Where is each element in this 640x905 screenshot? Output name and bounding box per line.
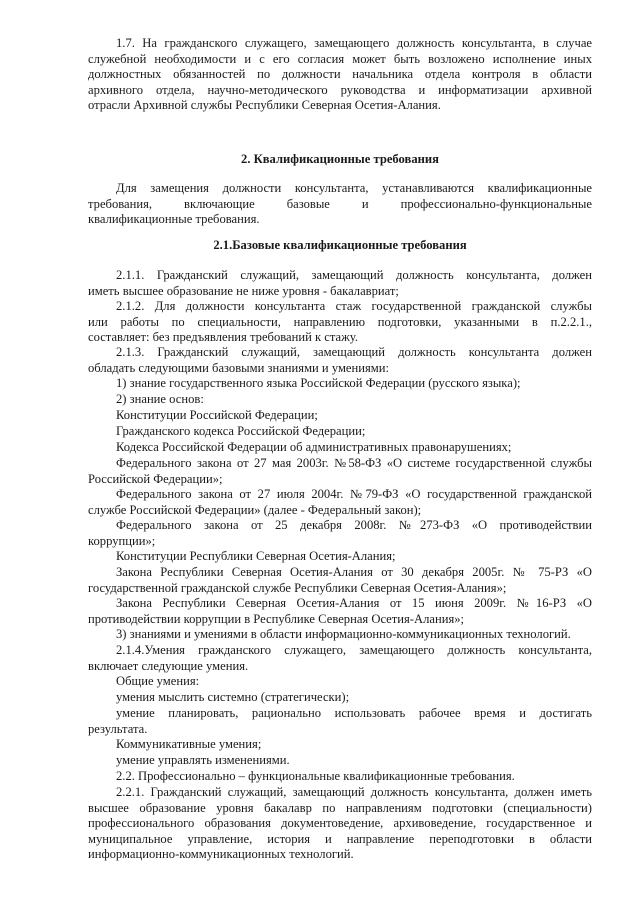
text-line: противодействии коррупции в Республике Северная Осетия-Алания»; [88, 611, 465, 626]
law-constitution-rso: Конституции Республики Северная Осетия-Алания; [116, 549, 396, 563]
text-line: 2.1.3. Гражданский служащий, замещающий должность консультанта должен [116, 345, 592, 359]
law-16rz [88, 596, 592, 627]
text-line: умение планировать, рационально использовать рабочее время и достигать [116, 706, 592, 720]
text-line: Федерального закона от 27 мая 2003г. №58-ФЗ «О системе государственной службы [116, 456, 592, 470]
paragraph-1-7 [88, 36, 592, 114]
law-constitution-rf: Конституции Российской Федерации; [116, 408, 318, 422]
text-line: муниципальное управление, история и направление переподготовки в области [88, 831, 592, 846]
text-line: Российской Федерации»; [88, 471, 223, 486]
text-line: или работы по специальности, направлению подготовки, указанными в п.2.2.1., [88, 314, 592, 329]
skill-systemic: умения мыслить системно (стратегически); [116, 690, 350, 704]
knowledge-item-1: 1) знание государственного языка Российской Федерации (русского языка); [116, 376, 521, 390]
text-line: Закона Республики Северная Осетия-Алания от 15 июня 2009г. №16-РЗ «О [116, 596, 592, 610]
text-line: 1.7. На гражданского служащего, замещающего должность консультанта, в случае [116, 36, 592, 50]
text-line: обладать следующими базовыми знаниями и умениями: [88, 360, 389, 375]
text-line: служебной необходимости и с его согласия может быть возложено исполнение иных [88, 51, 592, 66]
knowledge-item-3: 3) знаниями и умениями в области информационно-коммуникационных технологий. [116, 627, 571, 641]
law-75rz [88, 565, 592, 596]
text-line: Для замещения должности консультанта, устанавливаются квалификационные [116, 181, 592, 195]
text-line: должностных обязанностей по должности начальника отдела контроля в области [88, 67, 592, 82]
law-civil-code: Гражданского кодекса Российской Федерации; [116, 424, 366, 438]
text-line: 2.2.1. Гражданский служащий, замещающий должность консультанта, должен иметь [116, 785, 592, 799]
text-line: 2.1.1. Гражданский служащий, замещающий должность консультанта, должен [116, 268, 592, 282]
text-line: составляет: без предъявления требований к стажу. [88, 330, 358, 345]
text-line: профессионального образования документоведение, архивоведение, государственное и [88, 816, 592, 831]
text-line: информационно-коммуникационных технологий. [88, 847, 354, 862]
law-79fz [88, 487, 592, 518]
communicative-title: Коммуникативные умения; [116, 737, 262, 751]
law-273fz [88, 518, 592, 549]
text-line: высшее образование уровня бакалавр по направлениям подготовки (специальности) [88, 800, 592, 815]
heading-basic-requirements: 2.1.Базовые квалификационные требования [213, 238, 467, 252]
paragraph-2-1-2 [88, 299, 592, 346]
general-skills-title: Общие умения: [116, 674, 200, 688]
text-line: квалификационные требования. [88, 212, 260, 227]
text-line: иметь высшее образование не ниже уровня - бакалавриат; [88, 283, 399, 298]
paragraph-2-2: 2.2. Профессионально – функциональные квалификационные требования. [116, 769, 515, 783]
knowledge-item-2: 2) знание основ: [116, 392, 204, 406]
law-admin-code: Кодекса Российской Федерации об административных правонарушениях; [116, 440, 512, 454]
text-line: включает следующие умения. [88, 658, 249, 673]
text-line: Федерального закона от 27 июля 2004г. №79-ФЗ «О государственной гражданской [116, 487, 592, 501]
text-line: Закона Республики Северная Осетия-Алания от 30 декабря 2005г. № 75-РЗ «О [116, 565, 592, 579]
text-line: 2.1.2. Для должности консультанта стаж государственной гражданской службы [116, 299, 592, 313]
text-line: архивного отдела, научно-методического руководства и информатизации архивной [88, 82, 592, 97]
paragraph-2-1-3 [88, 345, 592, 376]
law-58fz [88, 456, 592, 487]
text-line: требования, включающие базовые и профессионально-функциональные [88, 196, 592, 211]
paragraph-2-2-1 [88, 785, 592, 863]
text-line: 2.1.4.Умения гражданского служащего, замещающего должность консультанта, [116, 643, 592, 657]
paragraph-2-1-4 [88, 643, 592, 674]
text-line: коррупции»; [88, 533, 156, 548]
skill-planning [88, 706, 592, 737]
text-line: службе Российской Федерации» (далее - Федеральный закон); [88, 502, 422, 517]
text-line: Федерального закона от 25 декабря 2008г. №273-ФЗ «О противодействии [116, 518, 592, 532]
skill-change: умение управлять изменениями. [116, 753, 290, 767]
paragraph-2-1-1 [88, 268, 592, 299]
paragraph-intro [88, 181, 592, 228]
text-line: результата. [88, 721, 148, 736]
text-line: отрасли Архивной службы Республики Северная Осетия-Алания. [88, 98, 441, 113]
text-line: государственной гражданской службе Республики Северная Осетия-Алания»; [88, 580, 507, 595]
heading-qualification-requirements: 2. Квалификационные требования [241, 152, 439, 166]
